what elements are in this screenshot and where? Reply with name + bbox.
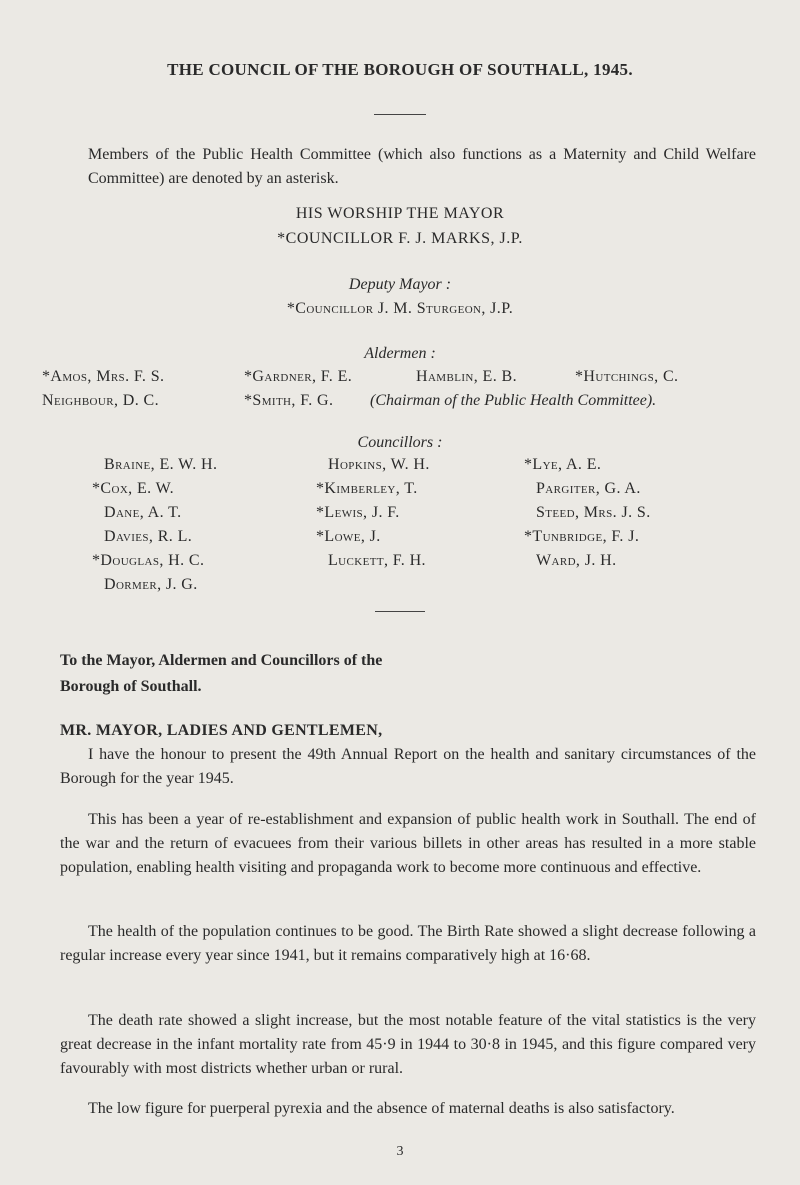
deputy-name: *Councillor J. M. Sturgeon, J.P. — [286, 300, 514, 317]
divider-middle — [375, 611, 425, 612]
divider-top — [374, 114, 426, 115]
mayor-name: *COUNCILLOR F. J. MARKS, J.P. — [277, 230, 523, 247]
councillor-name: *Lowe, J. — [316, 528, 381, 545]
body-paragraph: I have the honour to present the 49th Annual Report on the health and sanitary circumstances of the Borough for the year 1945. — [60, 746, 756, 787]
body-paragraph: The health of the population continues to be good. The Birth Rate showed a slight decrease following a regular increase every year since 1941, but it remains comparatively high at 16·68. — [60, 923, 756, 964]
body-paragraph: The death rate showed a slight increase, but the most notable feature of the vital statistics is the very great decrease in the infant mortality rate from 45·9 in 1944 to 30·8 in 1945, and this figure compared very favourably with most districts whether urban or rural. — [60, 1012, 756, 1077]
intro-paragraph: Members of the Public Health Committee (which also functions as a Maternity and Child Welfare Committee) are denoted by an asterisk. — [88, 146, 756, 187]
councillor-name: Dane, A. T. — [104, 504, 182, 521]
address-line-1: To the Mayor, Aldermen and Councillors of the — [60, 652, 383, 669]
councillors-label: Councillors : — [357, 434, 443, 451]
councillor-name: *Lewis, J. F. — [316, 504, 400, 521]
mayor-title: HIS WORSHIP THE MAYOR — [295, 205, 505, 222]
councillor-name: Ward, J. H. — [536, 552, 617, 569]
salutation: MR. MAYOR, LADIES AND GENTLEMEN, — [60, 722, 383, 739]
page-number: 3 — [396, 1144, 404, 1159]
chairman-note: (Chairman of the Public Health Committee). — [370, 392, 657, 409]
councillor-name: Hopkins, W. H. — [328, 456, 430, 473]
councillor-name: Dormer, J. G. — [104, 576, 198, 593]
councillor-name: Davies, R. L. — [104, 528, 193, 545]
alderman-name: Neighbour, D. C. — [42, 392, 160, 409]
aldermen-label: Aldermen : — [364, 345, 436, 362]
deputy-label: Deputy Mayor : — [348, 276, 452, 293]
alderman-name: *Smith, F. G. — [244, 392, 334, 409]
alderman-name: Hamblin, E. B. — [416, 368, 517, 385]
alderman-name: *Amos, Mrs. F. S. — [42, 368, 165, 385]
body-paragraph: This has been a year of re-establishment and expansion of public health work in Southall. The end of the war and the return of evacuees from their various billets in other areas has resulted in a more stable population, enabling health visiting and propaganda work to become more continuous and effective. — [60, 811, 756, 876]
councillor-name: *Kimberley, T. — [316, 480, 418, 497]
councillor-name: Steed, Mrs. J. S. — [536, 504, 651, 521]
councillor-name: Luckett, F. H. — [328, 552, 426, 569]
alderman-name: *Hutchings, C. — [575, 368, 679, 385]
address-line-2: Borough of Southall. — [60, 678, 202, 695]
councillor-name: Braine, E. W. H. — [104, 456, 218, 473]
councillor-name: Pargiter, G. A. — [536, 480, 641, 497]
councillor-name: *Lye, A. E. — [524, 456, 602, 473]
councillor-name: *Cox, E. W. — [92, 480, 175, 497]
body-paragraph: The low figure for puerperal pyrexia and the absence of maternal deaths is also satisfactory. — [88, 1100, 675, 1117]
councillor-name: *Tunbridge, F. J. — [524, 528, 640, 545]
alderman-name: *Gardner, F. E. — [244, 368, 353, 385]
page-heading: THE COUNCIL OF THE BOROUGH OF SOUTHALL, 1945. — [167, 60, 633, 79]
councillor-name: *Douglas, H. C. — [92, 552, 205, 569]
